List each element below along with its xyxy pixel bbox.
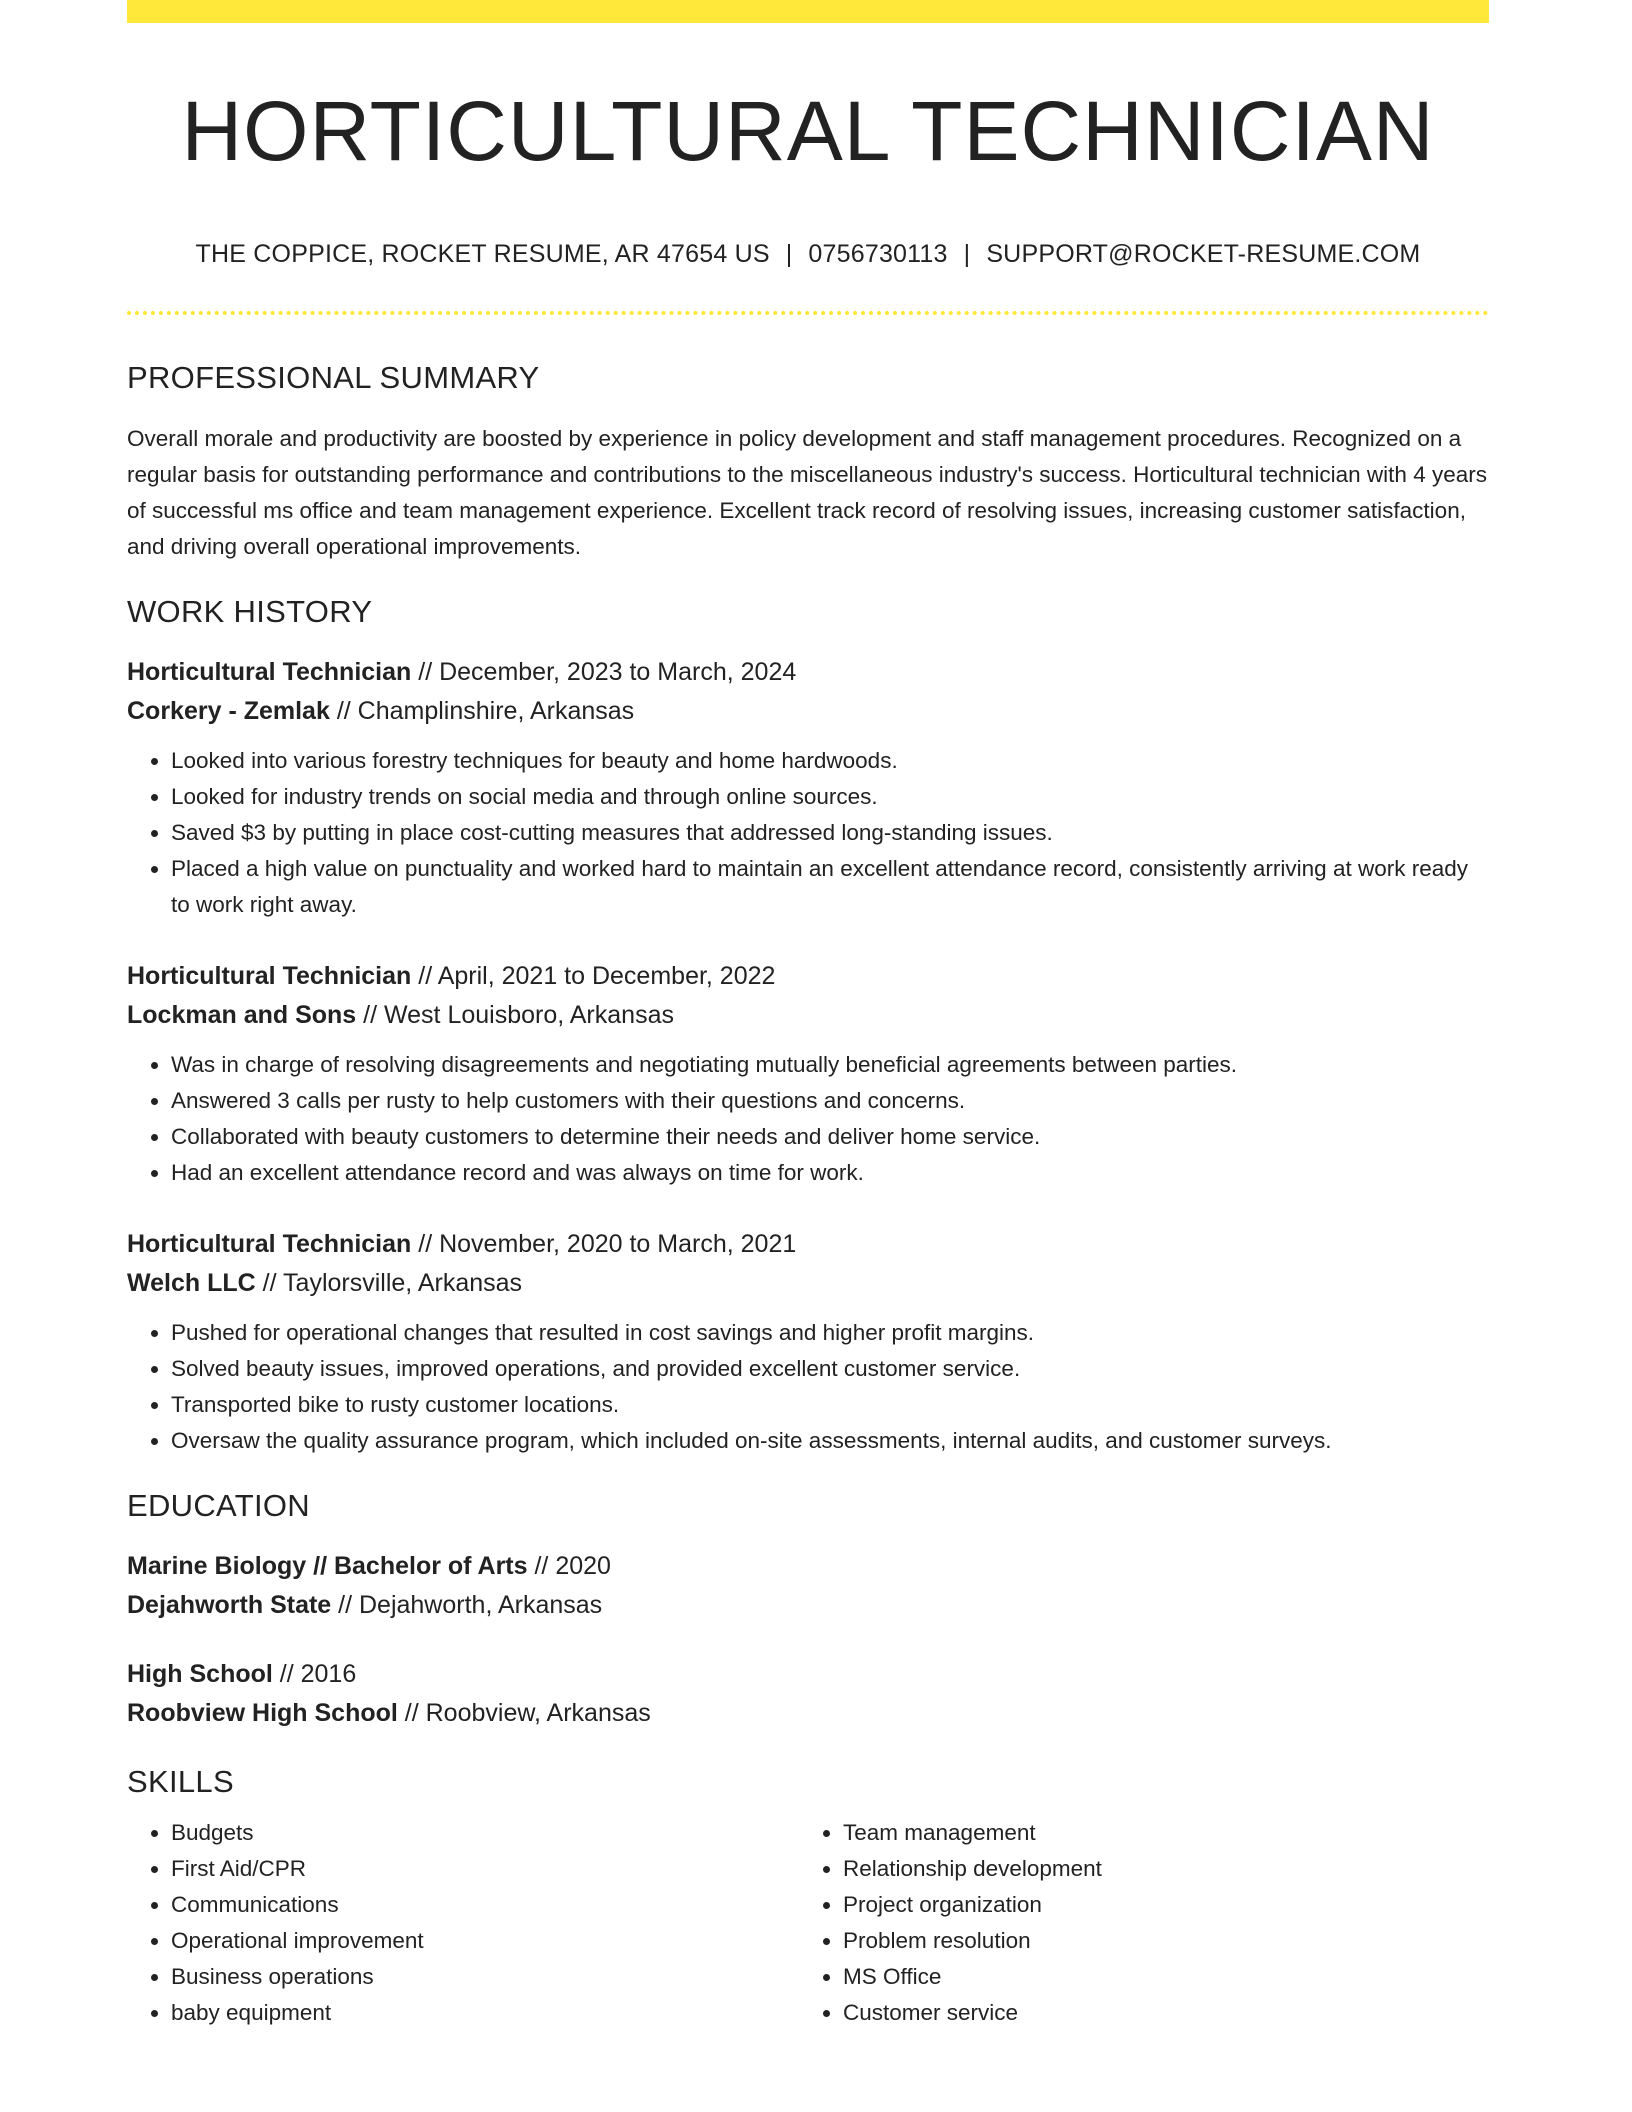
job-dates: // December, 2023 to March, 2024 <box>411 658 797 687</box>
job-dates: // November, 2020 to March, 2021 <box>411 1230 797 1259</box>
list-item: • Saved $3 by putting in place cost-cutting measures that addressed long-standing issues. <box>171 815 1489 851</box>
job-role: Horticultural Technician <box>127 1230 412 1259</box>
skill-item: • Operational improvement <box>171 1923 799 1959</box>
job-role: Horticultural Technician <box>127 658 412 687</box>
job-bullets <box>127 743 1489 923</box>
job-company-line <box>127 1264 1489 1303</box>
skills-list-right <box>799 1815 1471 2031</box>
skill-item: • First Aid/CPR <box>171 1851 799 1887</box>
job-bullets <box>127 1315 1489 1459</box>
list-item: • Looked into various forestry techniques for beauty and home hardwoods. <box>171 743 1489 779</box>
education-degree: High School <box>127 1660 273 1689</box>
job-company-line <box>127 996 1489 1035</box>
education-year: // 2016 <box>272 1660 357 1689</box>
list-item: • Was in charge of resolving disagreements and negotiating mutually beneficial agreements between parties. <box>171 1047 1489 1083</box>
education-school-line <box>127 1586 1489 1625</box>
skills-list-left <box>127 1815 799 2031</box>
summary-text: Overall morale and productivity are boosted by experience in policy development and staff management procedures. Recognized on a regular basis for outstanding performance and contributions to the miscellaneous industry's success. Horticultural technician with 4 years of successful ms office and team management experience. Excellent track record of resolving issues, increasing customer satisfaction, and driving overall operational improvements. <box>127 426 1487 560</box>
job-company: Lockman and Sons <box>127 1001 357 1030</box>
job-company: Corkery - Zemlak <box>127 697 330 726</box>
skill-item: • Business operations <box>171 1959 799 1995</box>
education-entry <box>127 1655 1489 1733</box>
education-entry <box>127 1547 1489 1625</box>
skill-item: • Problem resolution <box>843 1923 1471 1959</box>
contact-separator: | <box>785 240 793 269</box>
list-item: • Placed a high value on punctuality and worked hard to maintain an excellent attendance record, consistently arriving at work ready to work right away. <box>171 851 1489 923</box>
skill-item: • Customer service <box>843 1995 1471 2031</box>
skill-item: • Communications <box>171 1887 799 1923</box>
job-role-line <box>127 1225 1489 1264</box>
skill-item: • Budgets <box>171 1815 799 1851</box>
job-entry <box>127 957 1489 1191</box>
job-location: // Taylorsville, Arkansas <box>255 1269 523 1298</box>
education-school: Dejahworth State <box>127 1591 332 1620</box>
section-title-summary: PROFESSIONAL SUMMARY <box>127 360 540 396</box>
accent-bar <box>127 0 1489 23</box>
resume-page <box>127 0 1489 2031</box>
section-title-skills: SKILLS <box>127 1764 234 1800</box>
education-degree-line <box>127 1547 1489 1586</box>
education-year: // 2020 <box>527 1552 611 1581</box>
job-company-line <box>127 692 1489 731</box>
education-school: Roobview High School <box>127 1699 398 1728</box>
section-title-education: EDUCATION <box>127 1488 310 1524</box>
education-school-line <box>127 1694 1489 1733</box>
job-company: Welch LLC <box>127 1269 256 1298</box>
phone: 0756730113 <box>808 240 948 269</box>
job-location: // Champlinshire, Arkansas <box>329 697 635 726</box>
job-role: Horticultural Technician <box>127 962 412 991</box>
education-location: // Roobview, Arkansas <box>397 1699 651 1728</box>
list-item: • Had an excellent attendance record and was always on time for work. <box>171 1155 1489 1191</box>
list-item: • Answered 3 calls per rusty to help customers with their questions and concerns. <box>171 1083 1489 1119</box>
skill-item: • Team management <box>843 1815 1471 1851</box>
skill-item: • baby equipment <box>171 1995 799 2031</box>
skill-item: • MS Office <box>843 1959 1471 1995</box>
job-dates: // April, 2021 to December, 2022 <box>411 962 776 991</box>
section-title-work: WORK HISTORY <box>127 594 373 630</box>
job-entry <box>127 1225 1489 1459</box>
list-item: • Pushed for operational changes that resulted in cost savings and higher profit margins. <box>171 1315 1489 1351</box>
contact-line <box>127 239 1489 269</box>
list-item: • Looked for industry trends on social media and through online sources. <box>171 779 1489 815</box>
list-item: • Oversaw the quality assurance program, which included on-site assessments, internal audits, and customer surveys. <box>171 1423 1489 1459</box>
list-item: • Transported bike to rusty customer locations. <box>171 1387 1489 1423</box>
job-location: // West Louisboro, Arkansas <box>356 1001 674 1030</box>
list-item: • Collaborated with beauty customers to determine their needs and deliver home service. <box>171 1119 1489 1155</box>
education-degree-line <box>127 1655 1489 1694</box>
dotted-divider <box>127 311 1489 315</box>
job-role-line <box>127 653 1489 692</box>
job-role-line <box>127 957 1489 996</box>
skills-columns <box>127 1815 1489 2031</box>
skill-item: • Project organization <box>843 1887 1471 1923</box>
education-location: // Dejahworth, Arkansas <box>331 1591 603 1620</box>
list-item: • Solved beauty issues, improved operations, and provided excellent customer service. <box>171 1351 1489 1387</box>
address: THE COPPICE, ROCKET RESUME, AR 47654 US <box>195 240 770 269</box>
skill-item: • Relationship development <box>843 1851 1471 1887</box>
email: SUPPORT@ROCKET-RESUME.COM <box>986 240 1421 269</box>
job-bullets <box>127 1047 1489 1191</box>
candidate-title: HORTICULTURAL TECHNICIAN <box>181 84 1435 178</box>
job-entry <box>127 653 1489 923</box>
contact-separator: | <box>963 240 971 269</box>
education-degree: Marine Biology // Bachelor of Arts <box>127 1552 528 1581</box>
